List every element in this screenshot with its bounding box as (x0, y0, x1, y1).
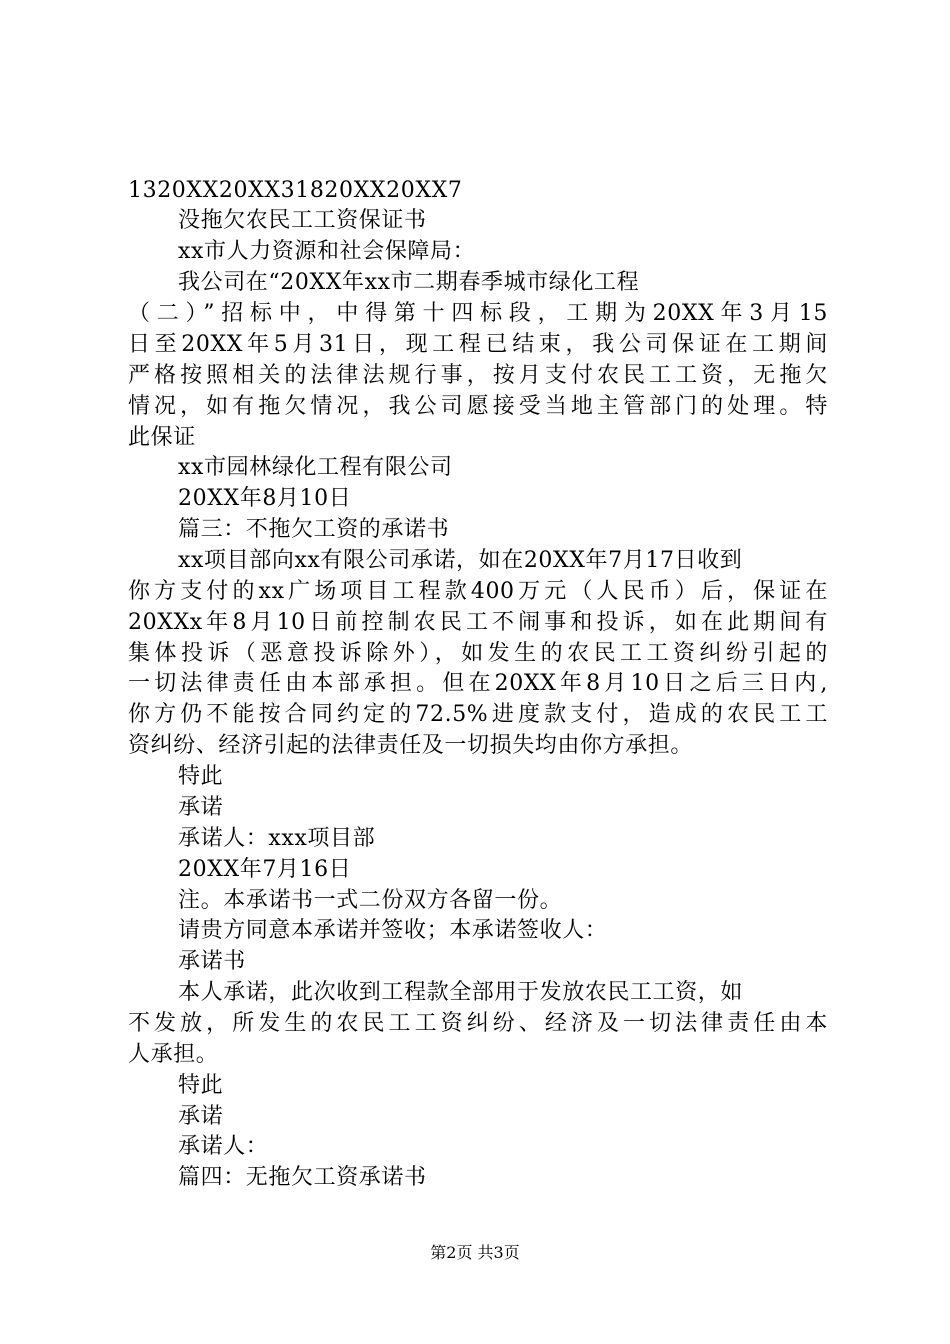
doc-line-paragraph: 日至20XX年5月31日，现工程已结束，我公司保证在工期间 (128, 332, 828, 357)
doc-line-closing: 特此 (178, 764, 224, 789)
doc-line-paragraph: 我公司在“20XX年xx市二期春季城市绿化工程 (178, 270, 640, 295)
doc-line-paragraph: 你方支付的xx广场项目工程款400万元（人民币）后，保证在 (128, 579, 828, 604)
doc-line-note: 注。本承诺书一式二份双方各留一份。 (178, 888, 563, 913)
doc-section-heading: 篇四：无拖欠工资承诺书 (178, 1165, 427, 1190)
doc-line-paragraph: 此保证 (128, 425, 196, 450)
doc-line-note: 请贵方同意本承诺并签收；本承诺签收人： (178, 918, 608, 943)
page-footer: 第2页 共3页 (430, 1243, 520, 1262)
doc-title-guarantee: 没拖欠农民工工资保证书 (178, 208, 427, 233)
doc-title-commitment: 承诺书 (178, 949, 246, 974)
doc-line-paragraph: 严格按照相关的法律法规行事，按月支付农民工工资，无拖欠 (128, 363, 828, 388)
doc-line-paragraph: 情况，如有拖欠情况，我公司愿接受当地主管部门的处理。特 (128, 394, 828, 419)
doc-line-paragraph: 20XXx年8月10日前控制农民工不闹事和投诉，如在此期间有 (128, 610, 828, 635)
doc-line-addressee: xx市人力资源和社会保障局： (178, 239, 476, 264)
doc-line-paragraph: 人承担。 (128, 1042, 219, 1067)
doc-line-signatory: 承诺人： (178, 1134, 269, 1159)
doc-line-paragraph: 集体投诉（恶意投诉除外），如发生的农民工工资纠纷引起的 (128, 641, 828, 666)
doc-line-paragraph: 资纠纷、经济引起的法律责任及一切损失均由你方承担。 (128, 733, 694, 758)
doc-line-company: xx市园林绿化工程有限公司 (178, 455, 453, 480)
doc-line-paragraph: 一切法律责任由本部承担。但在20XX年8月10日之后三日内, (128, 671, 828, 696)
doc-line-paragraph: 你方仍不能按合同约定的72.5%进度款支付，造成的农民工工 (128, 702, 828, 727)
doc-line-paragraph: 本人承诺，此次收到工程款全部用于发放农民工工资，如 (178, 980, 744, 1005)
doc-line-paragraph: xx项目部向xx有限公司承诺，如在20XX年7月17日收到 (178, 548, 743, 573)
doc-line-code: 1320XX20XX31820XX20XX7 (128, 178, 463, 203)
doc-line-closing: 特此 (178, 1073, 224, 1098)
doc-line-closing: 承诺 (178, 795, 224, 820)
doc-section-heading: 篇三：不拖欠工资的承诺书 (178, 517, 450, 542)
doc-line-signatory: 承诺人：xxx项目部 (178, 826, 376, 851)
doc-line-paragraph: （二）”招标中，中得第十四标段，工期为20XX年3月15 (128, 301, 828, 326)
doc-line-date: 20XX年8月10日 (178, 486, 352, 511)
doc-line-paragraph: 不发放，所发生的农民工工资纠纷、经济及一切法律责任由本 (128, 1011, 828, 1036)
doc-line-date: 20XX年7月16日 (178, 857, 352, 882)
doc-line-closing: 承诺 (178, 1104, 224, 1129)
